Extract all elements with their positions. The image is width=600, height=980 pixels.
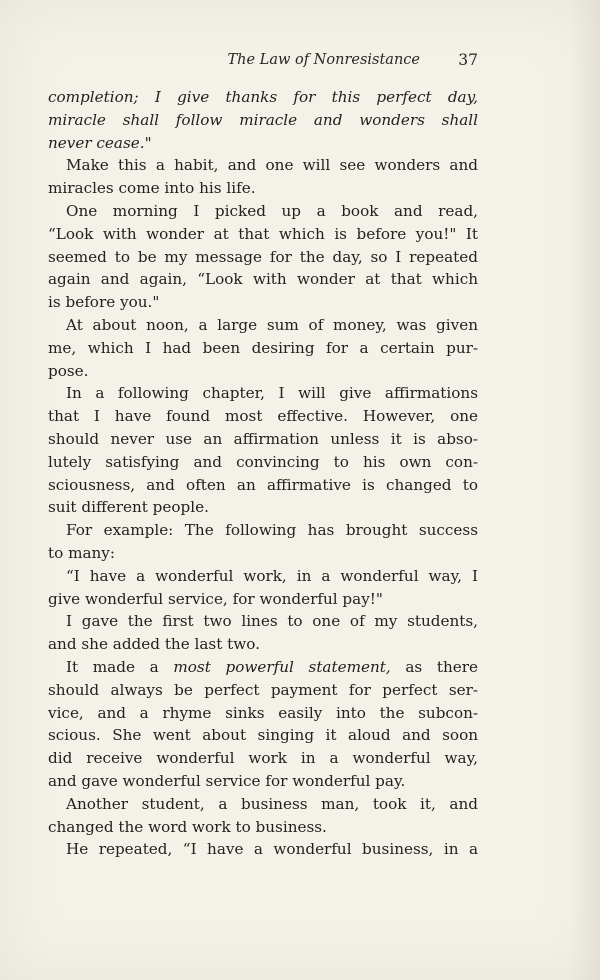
text-segment: It made a [66,657,174,676]
text-line: again and again, “Look with wonder at that which [48,270,478,289]
text-line: He repeated, “I have a wonderful business, in a [66,840,478,859]
text-line: and she added the last two. [48,635,260,654]
text-line: and gave wonderful service for wonderful pay. [48,771,406,790]
text-line: completion; I give thanks for this perfect day, [48,88,478,106]
text-line: Make this a habit, and one will see wonders and [66,156,478,175]
running-title: The Law of Nonresistance [227,52,420,68]
running-header [48,52,478,74]
text-line: seemed to be my message for the day, so I repeated [48,247,478,266]
text-line: At about noon, a large sum of money, was given [66,315,478,334]
text-line: is before you." [48,293,160,312]
body-text [48,86,478,861]
text-line: did receive wonderful work in a wonderful way, [48,749,478,768]
text-line: never cease." [48,133,152,152]
text-segment: as there [390,657,478,676]
text-line: One morning I picked up a book and read, [66,201,478,220]
text-line: that I have found most effective. However, one [48,407,478,426]
text-line: should always be perfect payment for perfect ser- [48,680,478,699]
text-line: me, which I had been desiring for a certain pur- [48,338,478,357]
text-line: pose. [48,361,89,380]
text-line: For example: The following has brought success [66,521,478,540]
text-line: In a following chapter, I will give affirmations [66,384,478,403]
page-number: 37 [458,51,478,69]
text-line: vice, and a rhyme sinks easily into the subcon- [48,703,478,722]
text-line: Another student, a business man, took it, and [66,794,478,813]
text-line: scious. She went about singing it aloud and soon [48,726,478,745]
text-line: “I have a wonderful work, in a wonderful way, I [66,566,478,585]
text-line: “Look with wonder at that which is before you!" It [48,224,478,243]
text-line: suit different people. [48,498,209,517]
text-line: sciousness, and often an affirmative is changed to [48,475,478,494]
text-line: to many: [48,543,116,562]
text-line: lutely satisfying and convincing to his own con- [48,452,478,471]
text-line: I gave the first two lines to one of my students, [66,612,478,631]
emphasis-text: most powerful statement, [173,657,391,676]
text-line: give wonderful service, for wonderful pay!" [48,589,383,608]
text-line: should never use an affirmation unless it is abso- [48,429,478,448]
text-line: miracles come into his life. [48,179,256,198]
text-line: changed the word work to business. [48,817,327,836]
text-line [48,656,478,679]
page-edge-shadow [570,0,600,980]
text-line: miracle shall follow miracle and wonders shall [48,110,478,129]
